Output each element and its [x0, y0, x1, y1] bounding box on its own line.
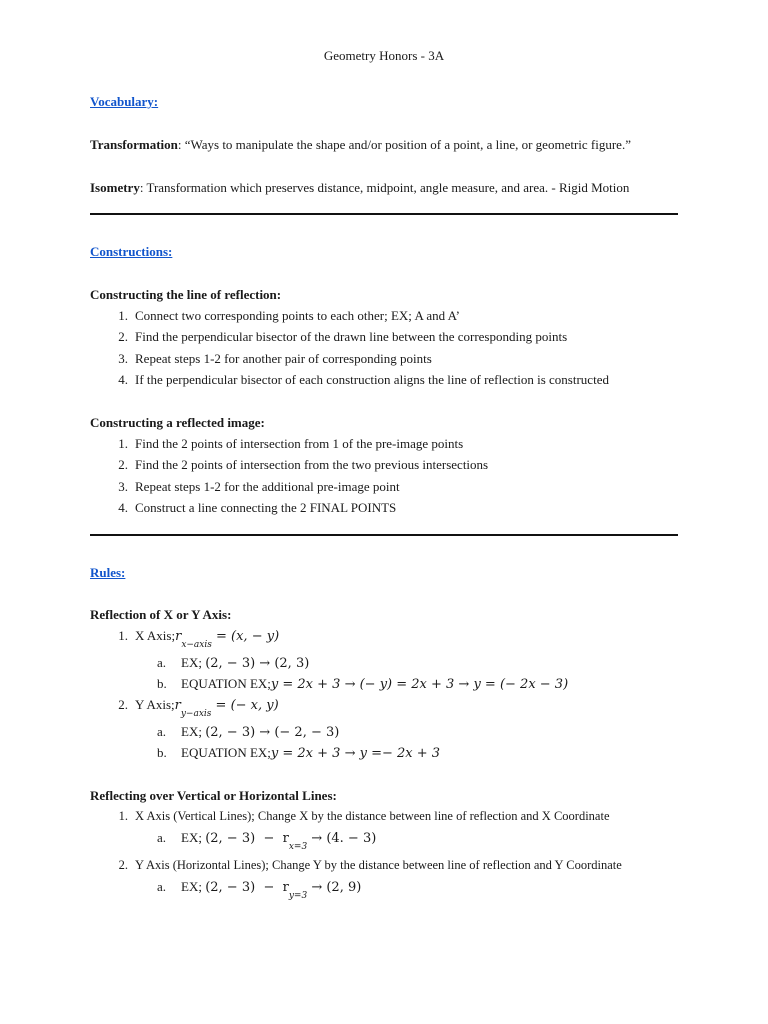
step-text: Construct a line connecting the 2 FINAL POINTS	[135, 500, 397, 515]
horizontal-lines-example: a. EX; (2, − $3) - r_{y=3} \to (2$, 9)	[157, 879, 362, 901]
vertical-lines-example: a. EX; (2, − $3) - r_{x=3} \to (4$. − 3)	[157, 830, 377, 852]
example-label: EX;	[181, 830, 202, 845]
example-math: y = 2x + 3 → y =− 2x + 3	[270, 746, 441, 761]
axis-reflection-title: Reflection of X or Y Axis:	[90, 607, 232, 622]
step-text: Repeat steps 1-2 for the additional pre-image point	[135, 479, 400, 494]
reflected-image-title: Constructing a reflected image:	[90, 415, 265, 430]
step-text: Connect two corresponding points to each other; EX; A and A’	[135, 308, 460, 323]
rule-label: Y Axis;	[135, 697, 175, 712]
rule-text: X Axis (Vertical Lines); Change X by the distance between line of reflection and X Coordinate	[135, 809, 610, 823]
example-label: EX;	[181, 724, 202, 739]
horizontal-lines-rule	[110, 858, 622, 873]
y-axis-example: a. EX; (2, − 3) → (− 2, − 3)	[157, 724, 340, 740]
divider-1	[90, 213, 678, 215]
example-math: (2, − 3) − r	[205, 880, 289, 895]
reflection-symbol: r	[175, 629, 182, 644]
item-number: 1.	[118, 628, 128, 643]
vocabulary-heading[interactable]: Vocabulary:	[90, 94, 159, 109]
step-text: Find the perpendicular bisector of the drawn line between the corresponding points	[135, 329, 568, 344]
divider-2	[90, 534, 678, 536]
example-result: → (2, 9)	[307, 880, 362, 895]
example-math: (2, − 3) − r	[205, 831, 289, 846]
reflection-subscript: y=3	[288, 891, 308, 901]
x-axis-equation-example: b. EQUATION EX;y = 2x + 3 → (− y) = 2x + 3 → y = (− 2x − 3)	[157, 676, 569, 692]
lines-reflection-title: Reflecting over Vertical or Horizontal Lines:	[90, 788, 337, 803]
rule-formula: = (x, − y)	[211, 629, 280, 644]
x-axis-rule	[110, 628, 280, 650]
example-label: EQUATION EX;	[181, 745, 271, 760]
example-label: EX;	[181, 879, 202, 894]
step-text: Find the 2 points of intersection from the two previous intersections	[135, 457, 489, 472]
rules-heading[interactable]: Rules:	[90, 565, 126, 580]
vertical-lines-rule	[110, 809, 610, 824]
definition-transformation: : “Ways to manipulate the shape and/or position of a point, a line, or geometric figure.”	[177, 137, 631, 152]
reflection-symbol: r	[174, 698, 181, 713]
reflection-subscript: x−axis	[181, 640, 212, 650]
item-number: 1.	[118, 809, 128, 823]
example-math: (2, − 3) → (2, 3)	[205, 656, 310, 671]
rule-label: X Axis;	[135, 628, 176, 643]
example-label: EQUATION EX;	[181, 676, 271, 691]
definition-isometry: : Transformation which preserves distance, midpoint, angle measure, and area. - Rigid Motion	[139, 180, 630, 195]
reflection-subscript: x=3	[288, 842, 308, 852]
rule-text: Y Axis (Horizontal Lines); Change Y by the distance between line of reflection and Y Coordinate	[135, 858, 622, 872]
vocab-isometry	[90, 180, 629, 196]
example-label: EX;	[181, 655, 202, 670]
y-axis-rule	[110, 697, 279, 719]
vocab-transformation	[90, 137, 631, 153]
step-text: Repeat steps 1-2 for another pair of corresponding points	[135, 351, 432, 366]
list-item: 4. Construct a line connecting the 2 FINAL POINTS	[118, 500, 397, 515]
example-math: (2, − 3) → (− 2, − 3)	[205, 725, 340, 740]
list-item: 3. Repeat steps 1-2 for another pair of corresponding points	[118, 351, 432, 366]
reflection-subscript: y−axis	[180, 709, 212, 719]
line-of-reflection-title: Constructing the line of reflection:	[90, 287, 282, 302]
term-transformation: Transformation	[90, 137, 178, 152]
item-number: 2.	[118, 858, 128, 872]
example-math: y = 2x + 3 → (− y) = 2x + 3 → y = (− 2x − 3)	[270, 677, 569, 692]
constructions-heading[interactable]: Constructions:	[90, 244, 173, 259]
list-item: 1. Find the 2 points of intersection from 1 of the pre-image points	[118, 436, 464, 451]
item-number: 2.	[118, 697, 128, 712]
list-item: 2. Find the perpendicular bisector of the drawn line between the corresponding points	[118, 329, 568, 344]
example-result: → (4. − 3)	[307, 831, 377, 846]
rule-formula: = (− x, y)	[211, 698, 279, 713]
page-title: Geometry Honors - 3A	[323, 48, 445, 63]
list-item: 4. If the perpendicular bisector of each construction aligns the line of reflection is constructed	[118, 372, 609, 387]
y-axis-equation-example: b. EQUATION EX;y = 2x + 3 → y =− 2x + 3	[157, 745, 441, 761]
list-item: 2. Find the 2 points of intersection from the two previous intersections	[118, 457, 489, 472]
step-text: If the perpendicular bisector of each construction aligns the line of reflection is constructed	[135, 372, 609, 387]
step-text: Find the 2 points of intersection from 1 of the pre-image points	[135, 436, 464, 451]
list-item: 3. Repeat steps 1-2 for the additional pre-image point	[118, 479, 400, 494]
list-item: 1. Connect two corresponding points to each other; EX; A and A’	[118, 308, 460, 323]
term-isometry: Isometry	[90, 180, 140, 195]
x-axis-example: a. EX; (2, − 3) → (2, 3)	[157, 655, 310, 671]
